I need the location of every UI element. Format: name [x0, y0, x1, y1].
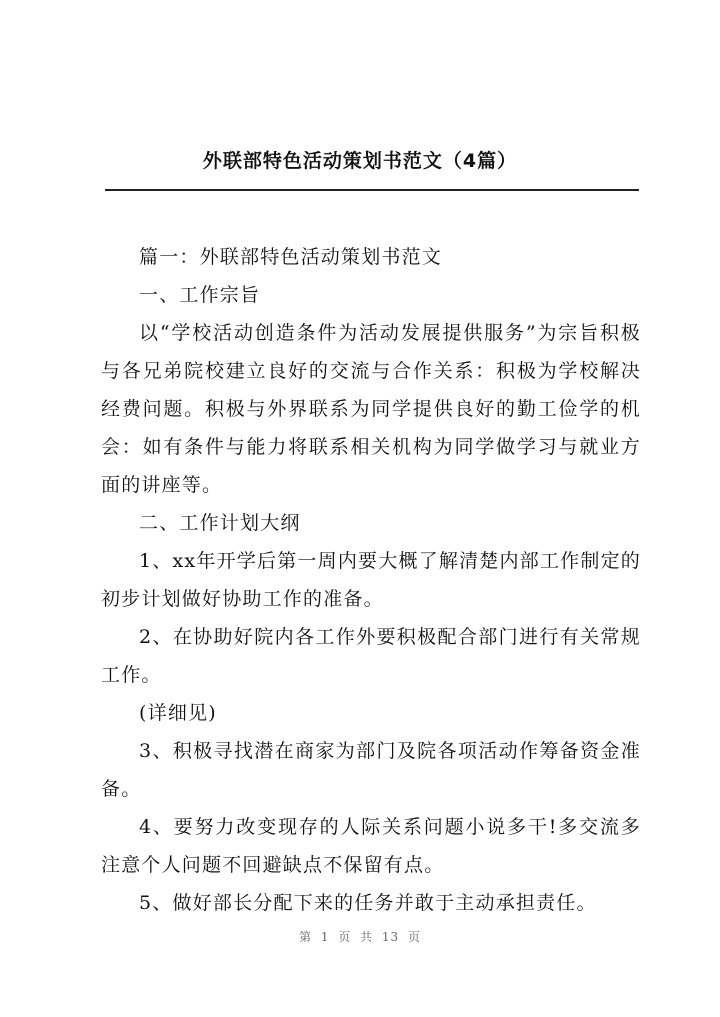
list-item: 5、做好部长分配下来的任务并敢于主动承担责任。	[139, 892, 597, 914]
list-item: 4、要努力改变现存的人际关系问题小说多干!多交流多注意个人问题不回避缺点不保留有点。	[101, 816, 641, 876]
page-number: 第 1 页 共 13 页	[299, 930, 421, 944]
list-item: 3、积极寻找潜在商家为部门及院各项活动作筹备资金准备。	[101, 740, 641, 800]
title-divider	[105, 189, 639, 191]
document-title: 外联部特色活动策划书范文（4篇）	[202, 150, 518, 172]
note-paragraph: (详细见)	[139, 702, 217, 724]
section-heading: 篇一：外联部特色活动策划书范文	[139, 246, 443, 268]
body-paragraph: 以“学校活动创造条件为活动发展提供服务”为宗旨积极与各兄弟院校建立良好的交流与合作关系：积极为学校解决经费问题。积极与外界联系为同学提供良好的勤工俭学的机会：如有条件与能力将联系相关机构为同学做学习与就业方面的讲座等。	[101, 322, 641, 496]
subsection-heading: 一、工作宗旨	[139, 284, 261, 306]
subsection-heading: 二、工作计划大纲	[139, 512, 301, 534]
list-item: 1、xx年开学后第一周内要大概了解清楚内部工作制定的初步计划做好协助工作的准备。	[101, 550, 641, 610]
document-body	[101, 238, 641, 922]
list-item: 2、在协助好院内各工作外要积极配合部门进行有关常规工作。	[101, 626, 641, 686]
